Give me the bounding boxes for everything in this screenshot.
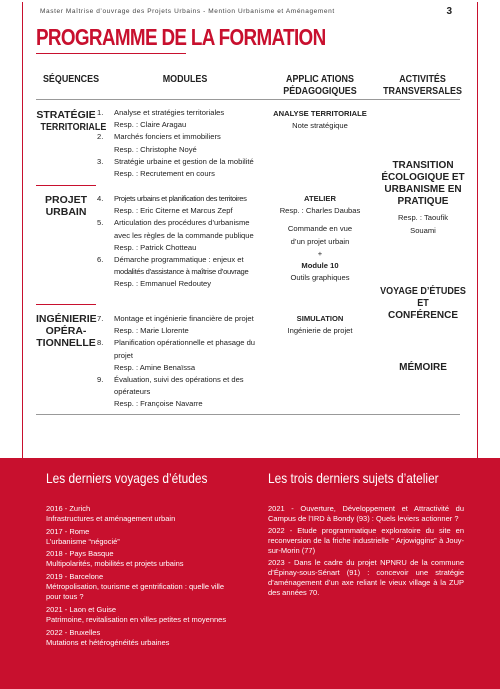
transversal-memoire: MÉMOIRE — [399, 362, 447, 373]
application-analyse — [266, 108, 374, 132]
voyage-year: 2021 - Laon et Guise — [46, 605, 117, 614]
module-item — [97, 374, 267, 386]
application-title: SIMULATION — [296, 314, 344, 323]
module-item — [97, 193, 267, 205]
module-title: Planification opérationnelle et phasage du — [114, 338, 256, 348]
header-rule — [36, 99, 460, 100]
module-title: opérateurs — [114, 387, 151, 397]
module-title: avec les règles de la commande publique — [114, 230, 254, 240]
page-border-right — [477, 2, 478, 458]
sequence-line: OPÉRA- — [45, 325, 87, 337]
voyage-desc: Multipolarités, mobilités et projets urbains — [46, 559, 184, 568]
transversal-line: TRANSITION — [392, 160, 454, 171]
voyage-year: 2019 - Barcelone — [46, 572, 104, 581]
module-number: 1. — [97, 108, 104, 117]
atelier-item: 2021 - Ouverture, Développement et Attractivité du Campus de l’IRD à Bondy (93) : Quels leviers actionner ? — [268, 504, 464, 523]
sequence-line: TERRITORIALE — [40, 121, 107, 133]
sequence-ingenierie — [36, 313, 96, 349]
sequence-line: STRATÉGIE — [36, 109, 96, 121]
transversal-voyage — [374, 286, 472, 322]
atelier-item: 2023 - Dans le cadre du projet NPNRU de la commune d’Épinay-sous-Sénart (91) : concevoir une stratégie d’aménagement d’un axe reliant le vieux village à la ZUP des années 70. — [268, 558, 464, 597]
voyage-desc: L’urbanisme “négocié” — [46, 537, 120, 546]
module-item — [97, 278, 267, 290]
footer-panel — [0, 458, 500, 689]
application-simulation — [266, 313, 374, 337]
module-number: 2. — [97, 132, 104, 142]
voyage-desc: Infrastructures et aménagement urbain — [46, 514, 176, 523]
module-resp: Resp. : Patrick Chotteau — [114, 242, 197, 252]
module-item — [97, 386, 267, 398]
sequence-projet-urbain — [36, 194, 96, 218]
voyages-heading: Les derniers voyages d’études — [46, 470, 208, 486]
module-title: Montage et ingénierie financière de projet — [114, 314, 254, 323]
module-item — [97, 313, 267, 325]
module-resp: Resp. : Emmanuel Redoutey — [114, 279, 212, 289]
module-item — [97, 266, 267, 278]
col-head-applications — [278, 73, 363, 97]
application-subtitle: Note stratégique — [292, 121, 348, 131]
module-item — [97, 230, 267, 242]
module-number: 3. — [97, 156, 104, 166]
application-title: ATELIER — [304, 194, 336, 203]
transversal-line: URBANISME EN — [384, 184, 462, 195]
module-item — [97, 254, 267, 266]
transversal-resp-line: Souami — [410, 226, 436, 235]
header-strip: Master Maîtrise d’ouvrage des Projets Urbains - Mention Urbanisme et Aménagement — [40, 8, 335, 15]
voyage-desc: Patrimoine, revitalisation en villes petites et moyennes — [46, 615, 227, 624]
ateliers-heading: Les trois derniers sujets d’atelier — [268, 470, 439, 486]
transversal-line: CONFÉRENCE — [387, 310, 458, 321]
application-title: ANALYSE TERRITORIALE — [273, 109, 367, 118]
module-title: projet — [114, 350, 133, 360]
application-line: d’un projet urbain — [290, 236, 350, 246]
module-item — [97, 350, 267, 362]
voyage-desc: Métropolisation, tourisme et gentrification : quelle ville pour tous ? — [46, 582, 225, 601]
module-item — [97, 168, 267, 180]
module-resp: Resp. : Christophe Noyé — [114, 144, 197, 154]
page-number: 3 — [446, 6, 452, 17]
module-number: 8. — [97, 338, 104, 348]
module-title: Articulation des procédures d’urbanisme — [114, 218, 250, 228]
application-atelier — [266, 193, 374, 284]
module-resp: Resp. : Marie Llorente — [114, 326, 189, 336]
voyage-item — [46, 527, 120, 547]
module-number: 6. — [97, 255, 104, 265]
atelier-item: 2022 - Etude programmatique exploratoire du site en reconversion de la friche industrielle “ Arjowiggins” à Jouy-sur-Morin (77) — [268, 526, 464, 555]
col-head-applications-line1: APPLIC ATIONS — [286, 73, 354, 85]
col-head-activites-line1: ACTIVITÉS — [399, 73, 446, 85]
sequence-strategie — [36, 109, 107, 133]
sequence-divider — [36, 185, 96, 186]
module-list — [97, 107, 267, 180]
module-item — [97, 362, 267, 374]
application-resp: Resp. : Charles Daubas — [279, 206, 361, 216]
module-item — [97, 107, 267, 119]
module-item — [97, 217, 267, 229]
page-title: PROGRAMME DE LA FORMATION — [36, 24, 326, 50]
module-resp: Resp. : Eric Citerne et Marcus Zepf — [114, 206, 233, 216]
module-number: 5. — [97, 218, 104, 228]
module-title: Démarche programmatique : enjeux et — [114, 255, 244, 265]
application-line: Commande en vue — [287, 224, 353, 234]
col-head-sequences: SÉQUENCES — [42, 73, 100, 85]
module-item — [97, 205, 267, 217]
module-list — [97, 313, 267, 411]
transversal-resp — [378, 211, 468, 237]
module-item — [97, 242, 267, 254]
voyage-desc: Mutations et hétérogénéités urbaines — [46, 638, 170, 647]
voyage-year: 2018 - Pays Basque — [46, 549, 114, 558]
transversal-resp-line: Resp. : Taoufik — [397, 213, 449, 222]
module-item — [97, 131, 267, 143]
module-item — [97, 337, 267, 349]
module-resp: Resp. : Françoise Navarre — [114, 399, 203, 409]
sequence-line: URBAIN — [45, 206, 87, 218]
module-item — [97, 156, 267, 168]
module-resp: Resp. : Amine Benaïssa — [114, 362, 196, 372]
module-item — [97, 119, 267, 131]
transversal-transition — [378, 160, 468, 208]
module-resp: Resp. : Claire Aragau — [114, 120, 187, 130]
module-number: 7. — [97, 314, 104, 323]
module-item — [97, 398, 267, 410]
voyage-year: 2022 - Bruxelles — [46, 628, 101, 637]
module-title: Projets urbains et planification des territoires — [114, 194, 247, 203]
sequence-line: INGÉNIERIE — [36, 313, 97, 325]
module-item — [97, 325, 267, 337]
transversal-line: PRATIQUE — [397, 196, 449, 207]
module-list — [97, 193, 267, 291]
transversal-line: ÉCOLOGIQUE ET — [381, 172, 465, 183]
table-bottom-rule — [36, 414, 460, 415]
module-title: Analyse et stratégies territoriales — [114, 108, 225, 117]
application-module: Module 10 — [301, 261, 339, 271]
module-title: modalités d’assistance à maîtrise d’ouvrage — [114, 267, 249, 277]
application-line: Outils graphiques — [290, 273, 350, 283]
col-head-activites-line2: TRANSVERSALES — [383, 85, 462, 97]
application-subtitle: Ingénierie de projet — [287, 326, 353, 336]
module-title: Marchés fonciers et immobiliers — [114, 132, 221, 142]
page-border-left — [22, 2, 23, 458]
title-underline — [36, 53, 186, 54]
transversal-line: VOYAGE D’ÉTUDES ET — [380, 286, 466, 309]
voyage-item — [46, 504, 175, 524]
voyage-item — [46, 572, 226, 602]
voyage-year: 2016 - Zurich — [46, 504, 91, 513]
module-resp: Resp. : Recrutement en cours — [114, 169, 215, 179]
module-title: Stratégie urbaine et gestion de la mobilité — [114, 156, 254, 166]
voyage-item — [46, 549, 184, 569]
voyage-item — [46, 605, 226, 625]
module-title: Évaluation, suivi des opérations et des — [114, 375, 244, 385]
application-plus: + — [317, 248, 323, 258]
module-item — [97, 144, 267, 156]
voyage-item — [46, 628, 169, 648]
module-number: 4. — [97, 194, 104, 203]
col-head-activites — [382, 73, 463, 97]
col-head-applications-line2: PÉDAGOGIQUES — [283, 85, 357, 97]
sequence-line: TIONNELLE — [36, 337, 96, 349]
sequence-line: PROJET — [44, 194, 87, 206]
sequence-divider — [36, 304, 96, 305]
col-head-modules: MODULES — [162, 73, 208, 85]
voyage-year: 2017 - Rome — [46, 527, 90, 536]
module-number: 9. — [97, 375, 104, 385]
